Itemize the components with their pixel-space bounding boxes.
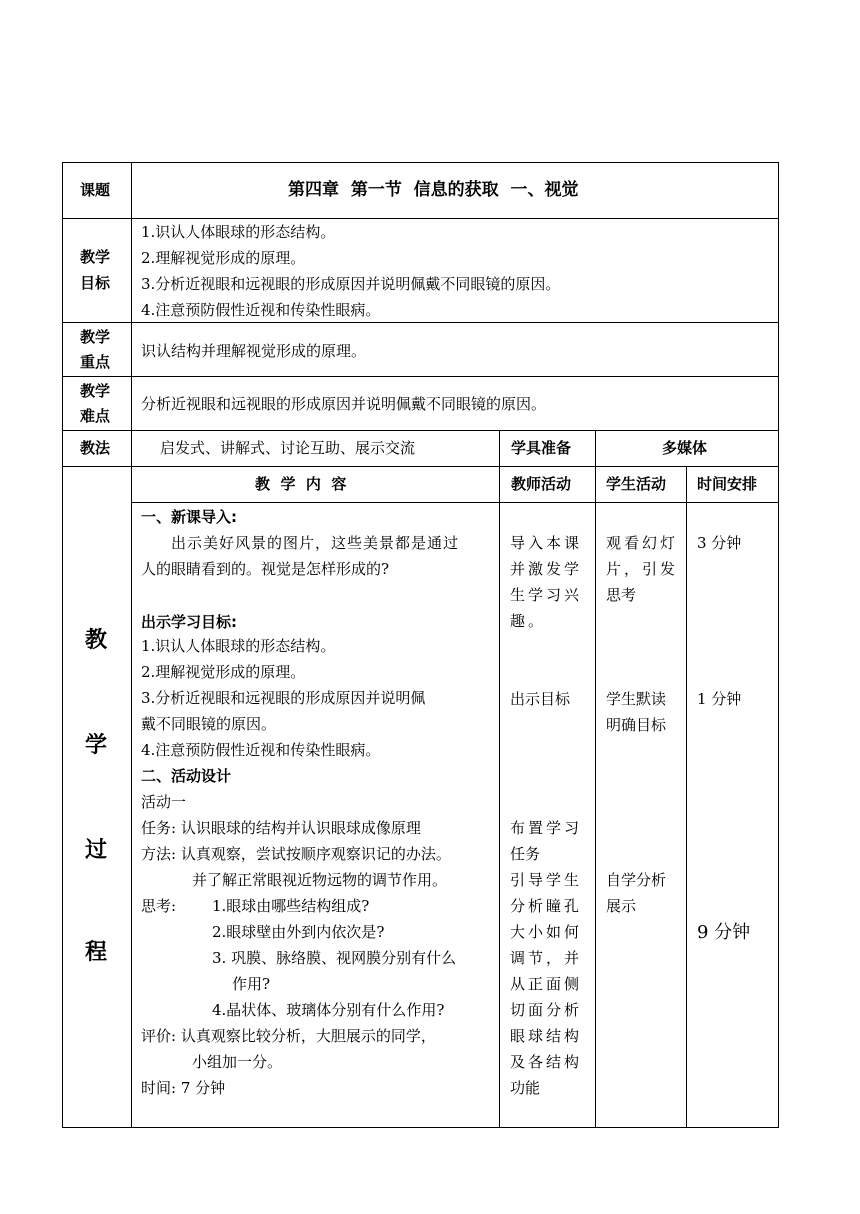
difficulty-label-line1: 教学 [80, 382, 111, 400]
row-divider [62, 376, 779, 377]
table-border-right [778, 162, 779, 1128]
student-activity-line: 明确目标 [606, 716, 667, 734]
student-activity-line: 自学分析 [606, 871, 667, 889]
content-line: 并了解正常眼视近物远物的调节作用。 [192, 871, 448, 889]
content-line: 思考: [141, 897, 177, 915]
content-line: 活动一 [141, 793, 187, 811]
header-student: 学生活动 [606, 475, 667, 493]
teacher-activity-line: 切面分析 [510, 1001, 583, 1019]
header-content: 教 学 内 容 [255, 475, 347, 493]
method-label: 教法 [80, 439, 111, 457]
teacher-activity-line: 调节，并 [510, 949, 583, 967]
content-line: 3.分析近视眼和远视眼的形成原因并说明佩 [141, 689, 426, 707]
content-line: 戴不同眼镜的原因。 [141, 715, 277, 733]
content-line: 评价: 认真观察比较分析，大胆展示的同学， [141, 1027, 436, 1045]
media-label: 多媒体 [662, 439, 708, 457]
teacher-activity-line: 布置学习 [510, 819, 583, 837]
content-line: 2.眼球壁由外到内依次是? [212, 923, 385, 941]
column-divider [499, 430, 500, 1128]
time-value: 1 分钟 [697, 690, 742, 708]
difficulty-label-line2: 难点 [80, 407, 111, 425]
topic-title: 第四章 第一节 信息的获取 一、视觉 [288, 180, 579, 200]
method-text: 启发式、讲解式、讨论互助、展示交流 [160, 439, 416, 457]
goals-label-line1: 教学 [80, 248, 111, 266]
goals-subtitle: 出示学习目标: [141, 613, 237, 631]
section-intro-title: 一、新课导入: [141, 508, 237, 526]
student-activity-line: 展示 [606, 897, 637, 915]
teacher-activity-line: 引导学生 [510, 871, 583, 889]
content-line: 任务: 认识眼球的结构并认识眼球成像原理 [141, 819, 421, 837]
column-divider [686, 466, 687, 1128]
time-value: 3 分钟 [697, 534, 742, 552]
teacher-activity-line: 生学习兴 [510, 586, 583, 604]
goal-item: 3.分析近视眼和远视眼的形成原因并说明佩戴不同眼镜的原因。 [141, 275, 561, 293]
teacher-activity-line: 并激发学 [510, 560, 583, 578]
teacher-activity-line: 大小如何 [510, 923, 583, 941]
content-line: 4.注意预防假性近视和传染性眼病。 [141, 741, 381, 759]
teacher-activity-line: 眼球结构 [510, 1027, 583, 1045]
student-activity-line: 思考 [606, 586, 637, 604]
teacher-activity-line: 从正面侧 [510, 975, 583, 993]
table-border-top [62, 162, 779, 163]
content-line: 出示美好风景的图片，这些美景都是通过 [171, 534, 460, 552]
column-divider [131, 162, 132, 1128]
content-line: 人的眼睛看到的。视觉是怎样形成的? [141, 560, 390, 578]
content-line: 方法: 认真观察，尝试按顺序观察识记的办法。 [141, 845, 451, 863]
student-activity-line: 学生默读 [606, 690, 667, 708]
difficulty-text: 分析近视眼和远视眼的形成原因并说明佩戴不同眼镜的原因。 [141, 395, 547, 413]
key-label-line1: 教学 [80, 328, 111, 346]
student-activity-line: 观看幻灯 [606, 534, 679, 552]
goals-label-line2: 目标 [80, 274, 111, 292]
key-text: 识认结构并理解视觉形成的原理。 [141, 342, 367, 360]
process-side-label-char: 程 [85, 940, 108, 965]
content-line: 作用? [232, 975, 271, 993]
content-line: 1.眼球由哪些结构组成? [212, 897, 370, 915]
content-line: 小组加一分。 [192, 1053, 283, 1071]
teacher-activity-line: 任务 [510, 845, 541, 863]
table-border-bottom [62, 1127, 779, 1128]
teacher-activity-line: 功能 [510, 1079, 541, 1097]
goal-item: 2.理解视觉形成的原理。 [141, 249, 306, 267]
content-line: 1.识认人体眼球的形态结构。 [141, 637, 336, 655]
header-teacher: 教师活动 [511, 475, 572, 493]
time-value: 9 分钟 [697, 922, 751, 943]
student-activity-line: 片，引发 [606, 560, 679, 578]
process-side-label-char: 教 [85, 628, 108, 653]
row-divider [62, 430, 779, 431]
header-time: 时间安排 [697, 475, 758, 493]
teacher-activity-line: 趣。 [510, 612, 547, 630]
row-divider [62, 466, 779, 467]
content-line: 4.晶状体、玻璃体分别有什么作用? [212, 1001, 445, 1019]
teacher-activity-line: 分析瞳孔 [510, 897, 583, 915]
topic-label: 课题 [80, 181, 111, 199]
content-line: 2.理解视觉形成的原理。 [141, 663, 306, 681]
teacher-activity-line: 及各结构 [510, 1053, 583, 1071]
content-line: 3. 巩膜、脉络膜、视网膜分别有什么 [212, 949, 457, 967]
process-side-label-char: 学 [85, 733, 108, 758]
table-border-left [62, 162, 63, 1128]
process-side-label-char: 过 [85, 838, 108, 863]
column-divider [595, 430, 596, 1128]
row-divider [131, 502, 779, 503]
teacher-activity-line: 导入本课 [510, 534, 583, 552]
teacher-activity-line: 出示目标 [510, 690, 571, 708]
goal-item: 4.注意预防假性近视和传染性眼病。 [141, 301, 381, 319]
tools-label: 学具准备 [511, 439, 572, 457]
content-line: 时间: 7 分钟 [141, 1079, 226, 1097]
section-activity-title: 二、活动设计 [141, 767, 232, 785]
goal-item: 1.识认人体眼球的形态结构。 [141, 223, 336, 241]
key-label-line2: 重点 [80, 353, 111, 371]
